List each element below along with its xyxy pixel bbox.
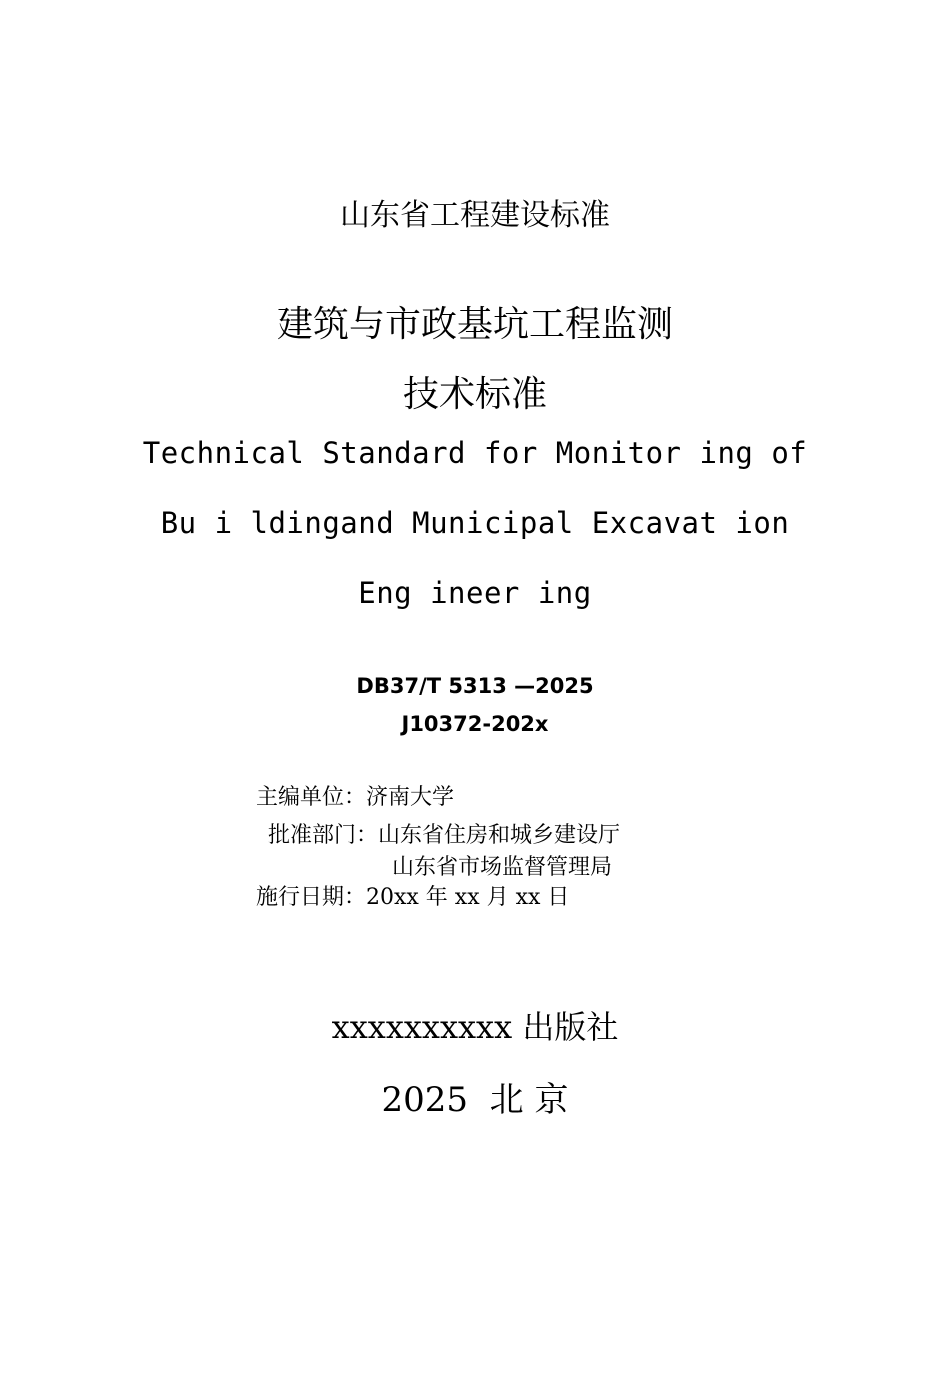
standard-code: DB37/T 5313 —2025 [356, 674, 594, 698]
effective-date: 施行日期：20xx 年 xx 月 xx 日 [256, 885, 570, 910]
publisher: xxxxxxxxxx 出版社 [331, 1008, 619, 1046]
document-title-line-1: 建筑与市政基坑工程监测 [276, 304, 673, 345]
english-title-line-3: Eng ineer ing [358, 576, 592, 610]
approval-department-line-1: 批准部门：山东省住房和城乡建设厅 [268, 823, 621, 848]
english-title-line-1: Technical Standard for Monitor ing of [142, 436, 808, 470]
standard-series-heading: 山东省工程建设标准 [340, 198, 610, 233]
document-title-line-2: 技术标准 [402, 374, 547, 415]
record-code: J10372-202x [401, 712, 549, 736]
english-title-line-2: Bu i ldingand Municipal Excavat ion [160, 506, 790, 540]
approval-department-line-2: 山东省市场监督管理局 [392, 855, 613, 880]
editor-unit: 主编单位：济南大学 [256, 785, 455, 810]
publication-year-city: 2025 北 京 [381, 1080, 569, 1120]
